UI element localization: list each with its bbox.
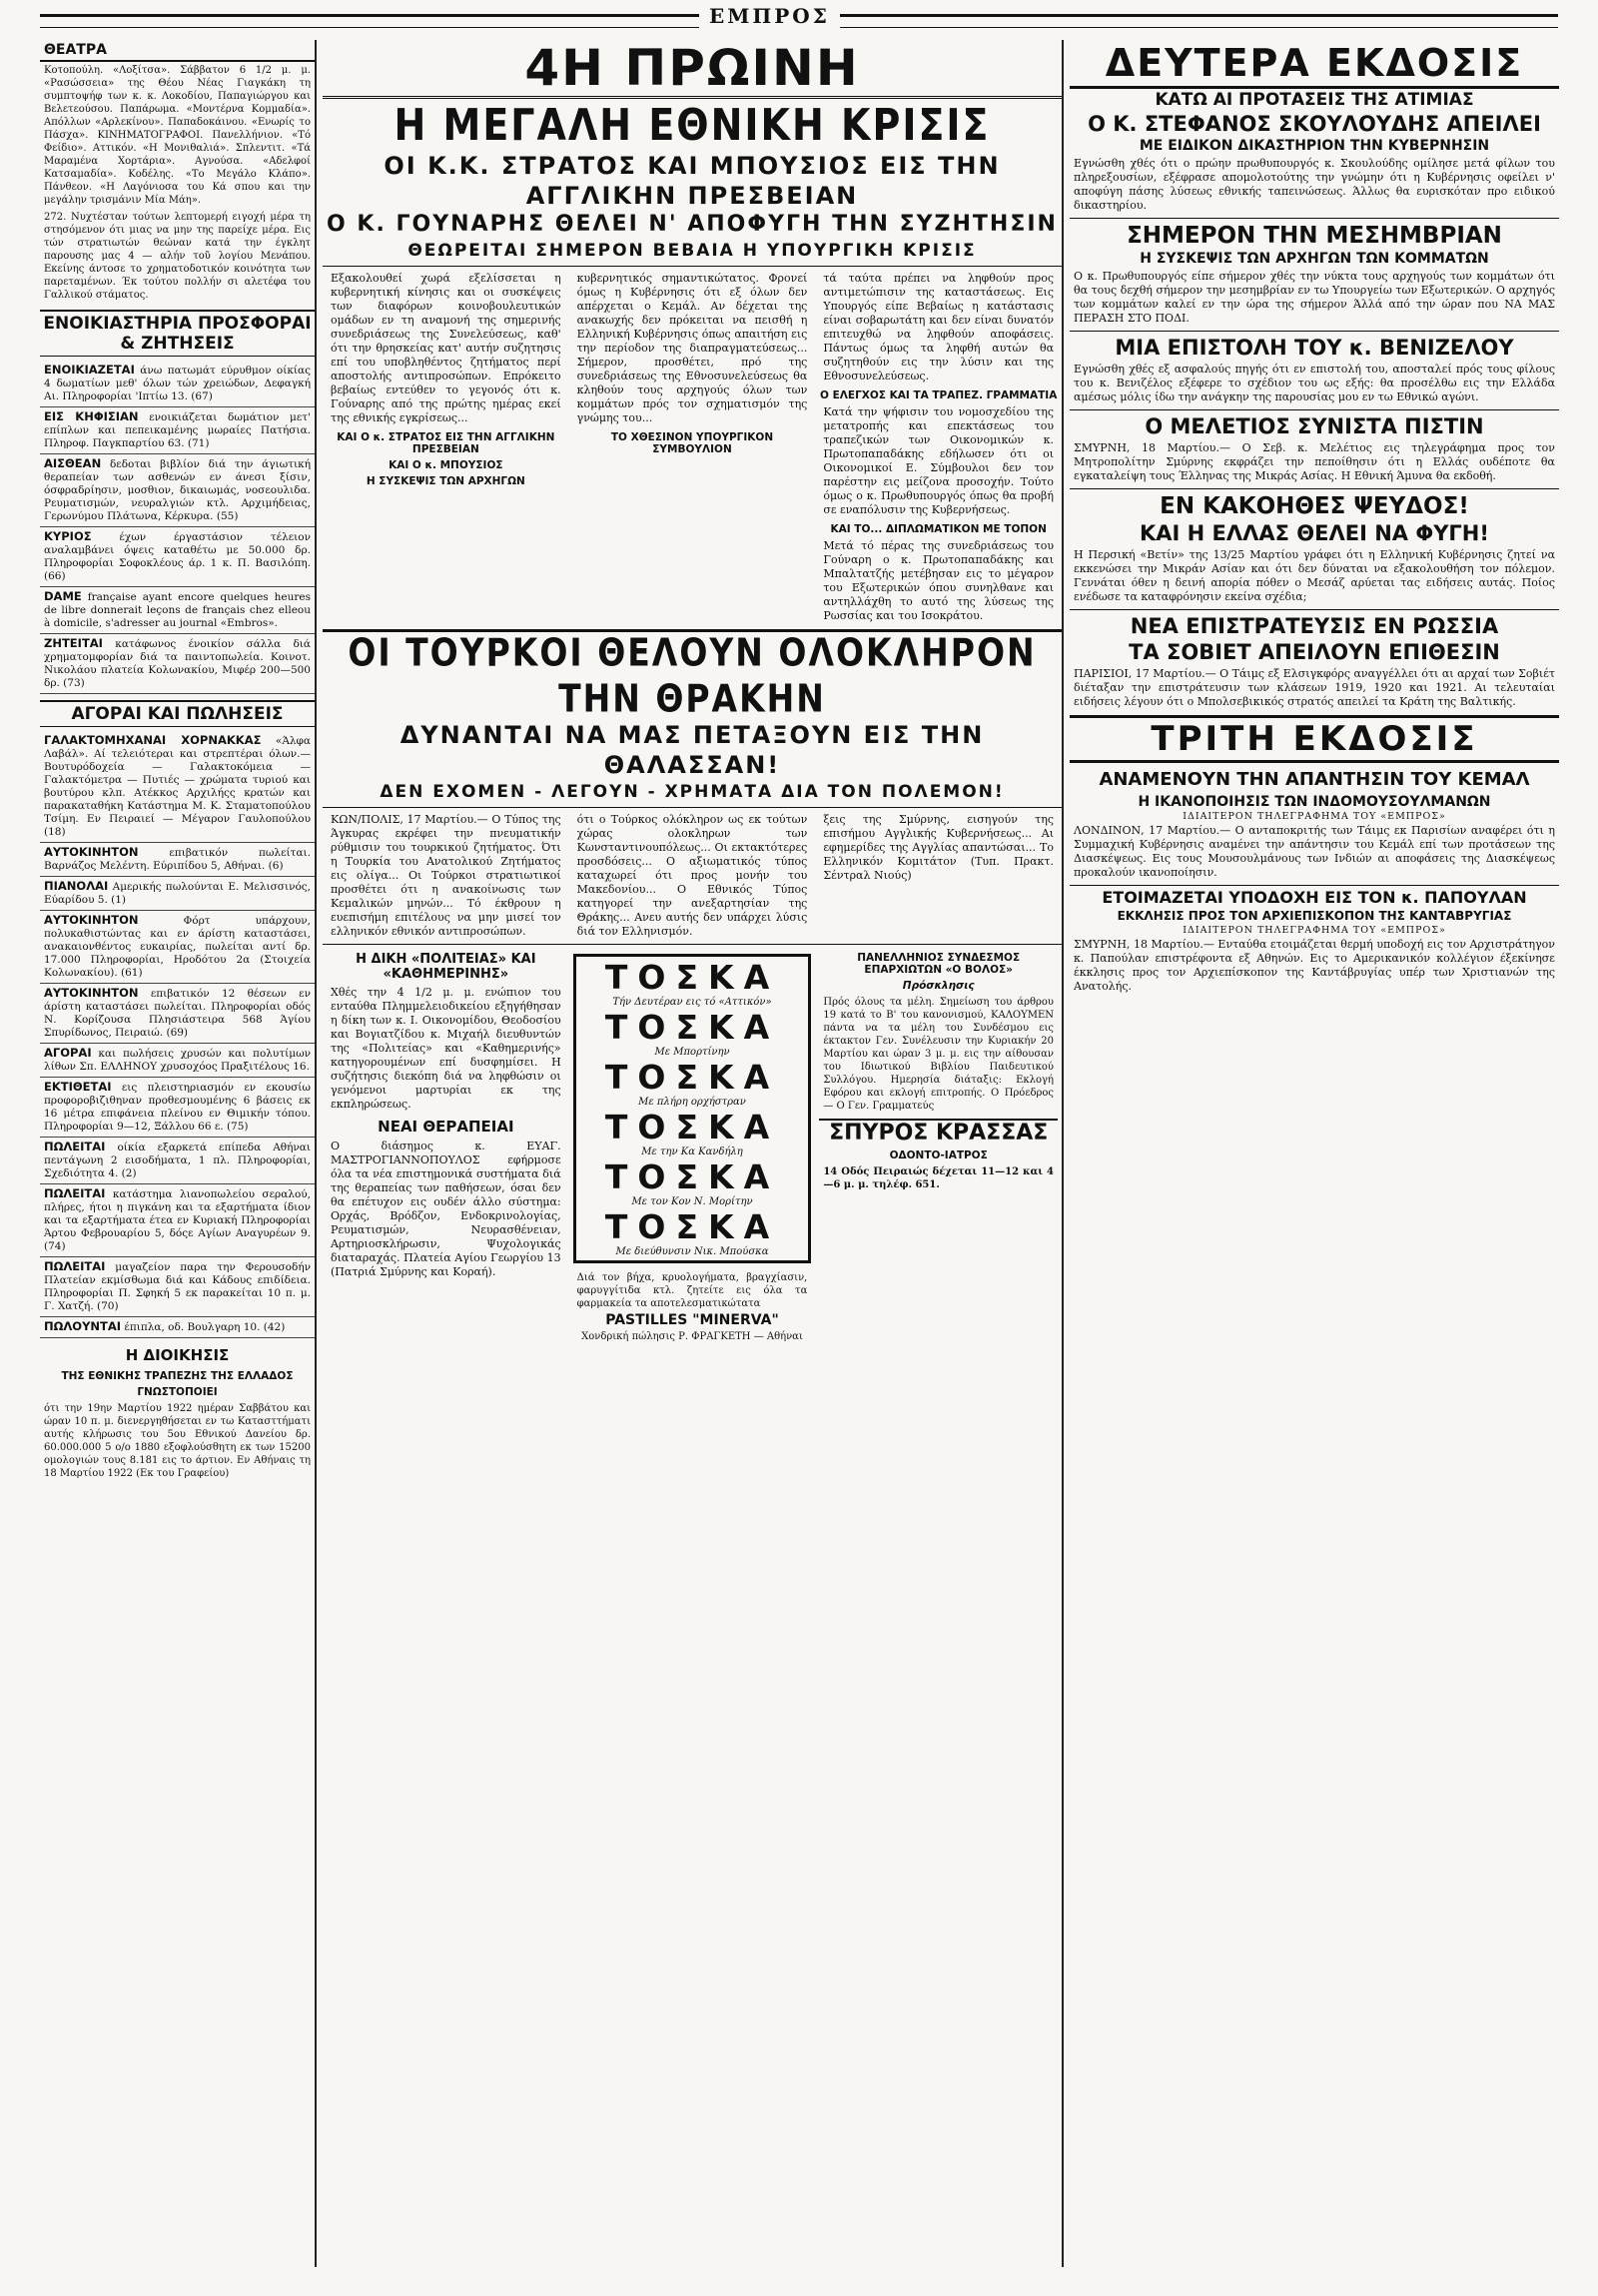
headline-thrace: ΟΙ ΤΟΥΡΚΟΙ ΘΕΛΟΥΝ ΟΛΟΚΛΗΡΟΝ ΤΗΝ ΘΡΑΚΗΝ (348, 630, 1037, 721)
rule (1070, 218, 1559, 219)
classified-ad (40, 1184, 315, 1257)
ad-text: επιβατικόν πωλείται. Βαρνάζος Μελέντη. Εύριπίδου 5, Αθήναι. (6) (44, 847, 311, 872)
thrace-col-2: ότι ο Τούρκος ολόκληρον ως εκ τούτων χώρας ολοκληρων των Κωνσταντινουπόλεως... Οι εκτακτότερες προσδόσεις... Ο αξιωματικός τύπος καταχωρεί ότι προς μονήν του Μακεδονίου... Ο Εθνικός Τύπος κατηγορεί την ανεξαρτησίαν της Θράκης... Ανευ αυτής δεν υπάρχει λύσις διά τον Ελληνισμόν. (576, 813, 808, 938)
rule (323, 266, 1062, 267)
tosca-line: Τήν Δευτέραν εις τό «Αττικόν» (612, 997, 772, 1008)
ad-lead: ΕΚΤΙΘΕΤΑΙ (44, 1080, 112, 1094)
volos-sub: Πρόσκλησις (902, 980, 975, 992)
ad-text: οίκία εξαρκετά επίπεδα Αθήναι πεντάγωνη 2 εισοδήματα, 1 πλ. Πληροφορίαι, Σχεδιότητα 4. (2) (44, 1142, 311, 1179)
tosca-line: Με την Κα Κανδήλη (641, 1147, 743, 1157)
ad-lead: ΕΙΣ ΚΗΦΙΣΙΑΝ (44, 409, 139, 423)
classified-ad (40, 984, 315, 1044)
ad-lead: ΚΥΡΙΟΣ (44, 529, 92, 543)
headline-court: ΜΕ ΕΙΔΙΚΟΝ ΔΙΚΑΣΤΗΡΙΟΝ ΤΗΝ ΚΥΒΕΡΝΗΣΙΝ (1139, 138, 1490, 154)
pastilles-title: PASTILLES "MINERVA" (605, 1312, 779, 1328)
ad-lead: ΠΩΛΟΥΝΤΑΙ (44, 1319, 122, 1333)
classified-ad (40, 361, 315, 407)
tosca-title: ΤΟΣΚΑ (604, 1207, 780, 1246)
tosca-line: Με πλήρη ορχήστραν (638, 1097, 746, 1108)
control-text: Κατά την ψήφισιν του νομοσχεδίου της μετατροπής και επεκτάσεως του τραπεζικών των Οικονομικών κ. Πρωτοπαπαδάκης εδήλωσεν ότι οι Οικονομικοί Ε. Σύμβουλοι δεν τον παρέστην εις μείζονα προσοχήν. Τούτο όμως ο κ. Πρωθυπουργός όπως θα προβή σε εναπόλυσιν της Κυβερνήσεως. (823, 405, 1055, 516)
ad-lead: ΠΙΑΝΟΛΑΙ (44, 879, 109, 893)
headline-ministerial: ΘΕΩΡΕΙΤΑΙ ΣΗΜΕΡΟΝ ΒΕΒΑΙΑ Η ΥΠΟΥΡΓΙΚΗ ΚΡΙΣΙΣ (407, 241, 977, 261)
tosca-title: ΤΟΣΚΑ (604, 1108, 780, 1147)
middle-column (323, 40, 1064, 2267)
pharmacy-text: Διά τον βήχα, κρυολογήματα, βραγχίασιν, φαρυγγίτιδα κτλ. ζητείτε εις όλα τα φαρμακεία τα αποτελεσματικώτατα (576, 1272, 808, 1309)
crisis-col-3: τά ταύτα πρέπει να ληφθούν προς αντιμετώπισιν της καταστάσεως. Εις Υπουργός είπε Βεβαίως η κατάστασις είναι σοβαρωτάτη και δεν είναι δυνατόν επιτευχθώ να ληφθούν αποφάσεις. Πάντως όμως τα ληφθή αυτών θα συζητηθούν εις την λύσιν και της Εθνοσυνελεύσεως. (823, 272, 1055, 383)
bank-notice: ότι την 19ην Μαρτίου 1922 ημέραν Σαββάτου και ώραν 10 π. μ. διενεργηθήσεται εν τω Κατασττήματι αυτής κλήρωσις του 5ου Εθνικού Δανείου δρ. 60.000.000 5 o/o 1880 εξοφλούσθητη εκ των 15200 ομολογιών τους 8.181 εις το άρτιον. Εν Αθήναις τη 18 Μαρτίου 1922 (Εκ του Γραφείου) (44, 1403, 311, 1479)
krassas-sub: ΟΔΟΝΤΟ-ΙΑΤΡΟΣ (889, 1149, 988, 1161)
tosca-title: ΤΟΣΚΑ (604, 958, 780, 997)
ad-lead: ΕΝΟΙΚΙΑΖΕΤΑΙ (44, 363, 135, 377)
leaders-text: Ο κ. Πρωθυπουργός είπε σήμερον χθές την νύκτα τους αρχηγούς των κομμάτων ότι θα τους δεχθή σήμερον την μεσημβρίαν εν τω Υπουργείω των Εξωτερικών. Ο αρχηγός των κομμάτων καλεί εν την ώρα της σήμερον Άλλά από την ώραν που ΝΑ ΜΑΣ ΠΕΡΑΣΗ ΣΤΟ ΠΟΔΙ. (1074, 270, 1555, 325)
ad-lead: ΠΩΛΕΙΤΑΙ (44, 1259, 106, 1273)
ad-text: εις πλειστηριασμόν εν εκουσίω προφοροβιζιθηναν προθεσμουμένης 6 βάσεις εκ 16 μέτρα επιφάνεια πλείνου εν Θιμικήν τόπου. Πληροφορίαι 9—12, Ξάλλου 66 ε. (75) (44, 1082, 311, 1133)
russia-text: ΠΑΡΙΣΙΟΙ, 17 Μαρτίου.— Ο Τάιμς εξ Ελσιγκφόρς αναγγέλλει ότι αι αρχαί των Σοβιέτ διέταξαν την επιστράτευσιν των κλάσεων 1919, 1920 και 1921. Αι τελευταίαι ειδήσεις λέγουν ότι ο Μπολσεβικικός στρατός απειλεί τα Κράτη της Βαλτικής. (1074, 667, 1555, 708)
ad-text: Φόρτ υπάρχουν, πολυκαθιστώντας και εν άρίστη καταστάσει, ανακαιονθέντος ευκαιρίας, πωλείται αντί δρ. 17.000 Πληροφορίαι, Ηροδότου 2α (Στοιχεία Κολωνακίου). (61) (44, 915, 311, 979)
sub-council: ΤΟ ΧΘΕΣΙΝΟΝ ΥΠΟΥΡΓΙΚΟΝ ΣΥΜΒΟΥΛΙΟΝ (610, 431, 774, 455)
classified-ad (40, 587, 315, 634)
tosca-line: Με διεύθυνσιν Νικ. Μπούσκα (615, 1246, 769, 1257)
crisis-col-2: κυβερνητικός σημαντικώτατος. Φρονεί όμως η Κυβέρνησις ότι εξ όλων δεν απέρχεται ο Κεμάλ. Αν δέχεται της ανακωχής δεν πρόκειται να πεισθή η Ελληνική Κυβέρνησις όπως απαιτήση εις την περίοδον της διαπραγματεύσεως... Σήμερον, προσθέτει, πρό της συνεδριάσεως της Εθνοσυνελεύσεως θα κληθούν τους αρχηγούς όλων των κομμάτων πρός τον σχηματισμόν της γνώμης του... (576, 272, 808, 424)
second-edition-title: ΔΕΥΤΕΡΑ ΕΚΔΟΣΙΣ (1070, 40, 1559, 89)
ad-text: κατάστημα λιανοπωλείου σεραλού, πλήρες, ήτοι η πιγκάνη και τα εξαρτήματα ίδιον και τα εξαρτήματα έτεα εν Κυριακή Πληροφορίαι Άρτου Φεβρουαρίου 5, δόςε Αγίων Αναγυρέων 9. (74) (44, 1188, 311, 1252)
classified-ads (40, 361, 315, 694)
ad-text: και πωλήσεις χρυσών και πολυτίμων λίθων Σπ. ΕΛΛΗΝΟΥ χρυσοχόος Πραξιτέλους 16. (44, 1048, 312, 1073)
sub-therapies: ΝΕΑΙ ΘΕΡΑΠΕΙΑΙ (378, 1118, 514, 1136)
ad-lead: ΑΓΟΡΑΙ (44, 1046, 92, 1060)
ad-text: επιβατικόν 12 θέσεων εν άρίστη καταστάσει πωλείται. Πληροφορίαι οδός Ν. Κορίζουσα Πλησιάστειρα 568 Άγίου Σπυρίδωνος, Πειραιώ. (69) (44, 988, 312, 1039)
rule (323, 807, 1062, 808)
classified-ad (40, 843, 315, 877)
classified-ad (40, 877, 315, 911)
classified-ad (40, 634, 315, 694)
classified-ad (40, 1044, 315, 1078)
diplomatic-text: Μετά τό πέρας της συνεδριάσεως του Γούναρη ο κ. Πρωτοπαπαδάκης και Μπαλτατζής μετέβησαν εις το μέγαρον του Εξωτερικών όπου συνηλθανε και αντηλλάχθη το αυτό της λύσεως της Ρωσσίας και του Ισοκράτου. (823, 539, 1055, 622)
rule (1070, 409, 1559, 410)
left-column (40, 40, 317, 2267)
ad-lead: ΑΙΣΘΕΑΝ (44, 456, 102, 470)
tosca-line: Με Μπορτίνην (654, 1047, 730, 1058)
dispatch-label: ΙΔΙΑΙΤΕΡΟΝ ΤΗΛΕΓΡΑΦΗΜΑ ΤΟΥ «ΕΜΠΡΟΣ» (1183, 811, 1446, 822)
classified-ad (40, 731, 315, 843)
right-column (1070, 40, 1559, 2267)
volos-text: Πρός όλους τα μέλη. Σημείωση του άρθρου 19 κατά το Β' του κανονισμού, ΚΑΛΟΥΜΕΝ πάντα να τα μέλη του Συνδέσμου εις έκτακτον Γεν. Συνέλευσιν την Κυριακήν 20 Μαρτίου και ώραν 3 μ. μ. εις την αίθουσαν του Ιδιωτικού Βιβλίου Παιδευτικού Συλλόγου. Ημερησία διάταξις: Εκλογή Εφόρου και εκλογή επιτροπής. Ο Πρόεδρος — Ο Γεν. Γραμματεύς (823, 997, 1055, 1112)
classified-ad (40, 1317, 315, 1338)
headline-lie: ΕΝ ΚΑΚΟΗΘΕΣ ΨΕΥΔΟΣ! (1160, 493, 1469, 519)
rule (1070, 609, 1559, 610)
edition-title: 4Η ΠΡΩΙΝΗ (323, 40, 1062, 99)
trial-text: Χθές την 4 1/2 μ. μ. ενώπιον του ενταύθα Πλημμελειοδικείου εξηγήθησαν η δίκη των κ. Ι. Οικονομίδου, Θεοδοσίου και Βογιατζίδου κ. Μιχαήλ διευθυντών της «Πολιτείας» και «Καθημερινής» κατηγορουμένων επί δυσφημίσει. Η συζήτησις διεκόπη διά να ληφθώσιν οι γενόμενοι μαρτυρίαι εκ της εκπληρώσεως. (331, 986, 561, 1111)
classified-ad (40, 1257, 315, 1317)
headline-canterbury: ΕΚΚΛΗΣΙΣ ΠΡΟΣ ΤΟΝ ΑΡΧΙΕΠΙΣΚΟΠΟΝ ΤΗΣ ΚΑΝΤΑΒΡΥΓΙΑΣ (1117, 909, 1512, 923)
headline-kemal: ΑΝΑΜΕΝΟΥΝ ΤΗΝ ΑΠΑΝΤΗΣΙΝ ΤΟΥ ΚΕΜΑΛ (1099, 769, 1530, 790)
ad-text: έπιπλα, οδ. Βουλγαρη 10. (42) (124, 1321, 286, 1333)
headline-russia: ΝΕΑ ΕΠΙΣΤΡΑΤΕΥΣΙΣ ΕΝ ΡΩΣΣΙΑ (1130, 614, 1499, 638)
third-edition-title: ΤΡΙΤΗ ΕΚΔΟΣΙΣ (1070, 715, 1559, 763)
volos-title: ΠΑΝΕΛΛΗΝΙΟΣ ΣΥΝΔΕΣΜΟΣ ΕΠΑΡΧΙΩΤΩΝ «Ο ΒΟΛΟΣ» (857, 952, 1021, 976)
ad-text: δεδοται βιβλίον διά την άγιωτική θεραπείαν των ασθενών εν άνεσι ξίσιν, όσφραδρίησιν, μοσθιον, δικαιωμάς, νοσεουλιδα. Ρευματισμών, νευραλγιών κτλ. Αρχιμήδειας, Γερωνύμου Πλάτωνα, Κέρκυρα. (55) (44, 458, 311, 522)
headline-sea: ΔΥΝΑΝΤΑΙ ΝΑ ΜΑΣ ΠΕΤΑΞΟΥΝ ΕΙΣ ΤΗΝ ΘΑΛΑΣΣΑΝ! (400, 721, 985, 779)
bank-announce: ΓΝΩΣΤΟΠΟΙΕΙ (137, 1386, 218, 1398)
headline-embassy: ΟΙ Κ.Κ. ΣΤΡΑΤΟΣ ΚΑΙ ΜΠΟΥΣΙΟΣ ΕΙΣ ΤΗΝ ΑΓΓΛΙΚΗΝ ΠΡΕΣΒΕΙΑΝ (384, 152, 1001, 210)
ad-lead: ΖΗΤΕΙΤΑΙ (44, 636, 103, 650)
masthead-title: ΕΜΠΡΟΣ (699, 4, 840, 28)
classified-ad (40, 1078, 315, 1138)
ad-text: ενοικιάζεται δωμάτιον μετ' επίπλων και πεπεικαμένης μωραίες Πατήσια. Πληροφ. Παγκπαρτίου 63. (71) (44, 411, 312, 449)
thrace-col-3: ξεις της Σμύρνης, εισηγούν της επισήμου Αγγλικής Κυβερνήσεως... Αι εφημερίδες της Αγγλίας απαντώσαι... Το Ελληνικόν Κομιτάτον (Τυπ. Πρακτ. Σέντραλ Νιούς) (823, 813, 1055, 882)
agoria-title: ΑΓΟΡΑΙ ΚΑΙ ΠΩΛΗΣΕΙΣ (40, 700, 315, 727)
classified-ad (40, 527, 315, 587)
ad-text: Αμερικής πωλούνται Ε. Μελισσινός, Εύαρίδου 5. (1) (44, 881, 311, 906)
ad-lead: DAME (44, 589, 82, 603)
ad-text: άνω πατωμάτ εύρυθμον οίκίας 4 δωματίων μεθ' όλων τών χρειώδων, Δεφαγκή Αι. Πληροφορίαι 'Ιπτίω 13. (67) (44, 365, 312, 402)
bottom-columns (323, 948, 1062, 1345)
classified-ad (40, 911, 315, 984)
meletios-text: ΣΜΥΡΝΗ, 18 Μαρτίου.— Ο Σεβ. κ. Μελέτιος εις τηλεγράφημα προς τον Μητροπολίτην Σμύρνης εκφράζει την πεποίθησιν ότι η Ελλάς ουδέποτε θα εγκαταλείψη τους Έλληνας της Μικράς Ασίας. Η Εθνική Άμυνα θα εκδοθή. (1074, 441, 1555, 482)
ad-lead: ΓΑΛΑΚΤΟΜΗΧΑΝΑΙ ΧΟΡΝΑΚΚΑΣ (44, 733, 262, 747)
krassas-addr: 14 Οδός Πειραιώς δέχεται 11—12 και 4—6 μ. μ. τηλέφ. 651. (823, 1166, 1055, 1190)
ad-lead: ΠΩΛΕΙΤΑΙ (44, 1140, 106, 1153)
theatre-notice: 272. Νυχτέσταν τούτων λεπτομερή ειγοχή μέρα τη στησόμενον ότι μιας να μην της παρείχε μέρα. Εις τών στρατιωτών θεώναν κατά την έγκλητ παρουσης μας 4 — αλήν τοῦ λογίου Μενάπου. Εκείνης άντοσε το χρηματοδοτικόν κοινότητα των παρεταμένων. Έκ τούτου πολλήν σι αλετέφα του Γαλλικού στάματος. (44, 212, 311, 301)
rule (1070, 331, 1559, 332)
sub-stratos: ΚΑΙ Ο κ. ΣΤΡΑΤΟΣ ΕΙΣ ΤΗΝ ΑΓΓΛΙΚΗΝ ΠΡΕΣΒΕΙΑΝ (337, 431, 555, 455)
crisis-columns (323, 270, 1062, 625)
sub-leaders: Η ΣΥΣΚΕΨΙΣ ΤΩΝ ΑΡΧΗΓΩΝ (366, 475, 525, 487)
ad-lead: ΑΥΤΟΚΙΝΗΤΟΝ (44, 986, 139, 1000)
ad-text: française ayant encore quelques heures de libre donnerait leçons de français chez elleou à domicile, s'adresser au journal «Embros». (44, 591, 311, 629)
tosca-title: ΤΟΣΚΑ (604, 1157, 780, 1196)
tosca-ad (573, 954, 812, 1263)
headline-meletios: Ο ΜΕΛΕΤΙΟΣ ΣΥΝΙΣΤΑ ΠΙΣΤΙΝ (1145, 414, 1484, 438)
headline-indomuslims: Η ΙΚΑΝΟΠΟΙΗΣΙΣ ΤΩΝ ΙΝΔΟΜΟΥΣΟΥΛΜΑΝΩΝ (1138, 794, 1491, 810)
headline-gounaris: Ο Κ. ΓΟΥΝΑΡΗΣ ΘΕΛΕΙ Ν' ΑΠΟΦΥΓΗ ΤΗΝ ΣΥΖΗΤΗΣΙΝ (327, 212, 1058, 237)
headline-greece-leave: ΚΑΙ Η ΕΛΛΑΣ ΘΕΛΕΙ ΝΑ ΦΥΓΗ! (1140, 521, 1489, 545)
lie-text: Η Περσική «Βετίν» της 13/25 Μαρτίου γράφει ότι η Ελληνική Κυβέρνησις ζητεί να εκκενώσει την Μικράν Ασίαν και ότι δεν δύναται να εξακολουθήση τον πόλεμον. Γεννάται όθεν η δεινή απορία πόθεν ο Μεσάζ αρύεται τας ειδήσεις αυτάς. Ποίος ενέδωσε τα καταφρόνησιν εκείνα σχέδια; (1074, 548, 1555, 603)
classified-ad (40, 407, 315, 454)
headline-dishonor: ΚΑΤΩ ΑΙ ΠΡΟΤΑΣΕΙΣ ΤΗΣ ΑΤΙΜΙΑΣ (1155, 90, 1474, 110)
bank-title: Η ΔΙΟΙΚΗΣΙΣ (125, 1346, 230, 1364)
ad-text: μαγαζείον παρα την Φερουσοδήν Πλατείαν εκμίσθωμα διά και Κάδους επιδίδεια. Πληροφορίαι Π. Σφηκή 5 εκ παρακείται 10 π. μ. Γ. Χατζή. (70) (44, 1261, 311, 1312)
rule (1070, 885, 1559, 886)
krassas-title: ΣΠΥΡΟΣ ΚΡΑΣΣΑΣ (819, 1119, 1058, 1146)
headline-skouloudis: Ο Κ. ΣΤΕΦΑΝΟΣ ΣΚΟΥΛΟΥΔΗΣ ΑΠΕΙΛΕΙ (1088, 112, 1541, 136)
sub-trial: Η ΔΙΚΗ «ΠΟΛΙΤΕΙΑΣ» ΚΑΙ «ΚΑΘΗΜΕΡΙΝΗΣ» (356, 952, 536, 982)
papoulas-text: ΣΜΥΡΝΗ, 18 Μαρτίου.— Ενταύθα ετοιμάζεται θερμή υποδοχή εις τον Αρχιστράτηγον κ. Παπούλαν επιστρέφοντα εξ Αθηνών. Εις το Αμερικανικόν κολλέγιον έξεκίνησε έκκλησις προς τον Αρχιεπίσκοπον της Καντάβρυγίας υπέρ των Χριστιανών της Ανατολής. (1074, 938, 1555, 993)
tosca-title: ΤΟΣΚΑ (604, 1058, 780, 1097)
venizelos-text: Εγνώσθη χθές εξ ασφαλούς πηγής ότι εν επιστολή του, αποσταλεί πρός τους φίλους του κ. Βενιζέλος εξέφερε το σχέδιον του ως εξής: θα προσέλθω εις την Ελλάδα αμέσως μόλις ίδω την ανάγκην της παρουσίας μου εν τω Εθνικώ αγώνι. (1074, 363, 1555, 403)
theatre-title: ΘΕΑΤΡΑ (40, 40, 315, 62)
ad-lead: ΑΥΤΟΚΙΝΗΤΟΝ (44, 913, 139, 927)
bank-name: ΤΗΣ ΕΘΝΙΚΗΣ ΤΡΑΠΕΖΗΣ ΤΗΣ ΕΛΛΑΔΟΣ (61, 1370, 294, 1382)
thrace-col-1: ΚΩΝ/ΠΟΛΙΣ, 17 Μαρτίου.— Ο Τύπος της Άγκυρας εκρέφει την πνευματικήν ρύθμισιν του τουρκικού ζητήματος. Ότι η Τουρκία του Ανατολικού Ζητήματος εις ολίγα... Οι Τούρκοι στρατιωτικοί προσθέτει ότι η ανακοίνωσις των Κεμαλικών μηνών... Τό έκθρουν η ευεπισήμη επιτέλους να μην μισεί τον ελληνικόν εθνικόν αντιπροσώπων. (331, 813, 561, 938)
crisis-col-1: Εξακολουθεί χωρά εξελίσσεται η κυβερνητική κίνησις και οι συσκέψεις των διαφόρων κοινοβουλευτικών ομάδων εν τη αναμονή της σημερινής συνεδριάσεως της Συνελεύσεως, καθ' ότι την θρησκείας κατ' αυτήν συζητησις επί του υποβληθέντος ζητήματος περί αποστολής αντιπροσώπων. Επρόκειτο βεβαίως εντεύθεν το γεγονός ότι κ. Γούναρης από της πρώτης ημέρας εκεί της εθνικής εγκρίσεως... (331, 272, 561, 424)
ad-lead: ΠΩΛΕΙΤΑΙ (44, 1186, 106, 1200)
theatre-listings: Κοτοπούλη. «Λοξίτσα». Σάββατον 6 1/2 μ. μ. «Ρασώσσεια» της Θέου Νέας Γιαγκάκη τη συμπτοψήφ των κ. κ. Λοκοδίου, Παπαγιώργου και Βελετεούσου. Παπάρωμα. «Μοντέρνα Κομμαδία». Απόλλων «Αρλεκίνου». Παπαδοκάινου. «Ενωρίς το Πάσχα». ΚΙΝΗΜΑΤΟΓΡΑΦΟΙ. Πανελλήνιον. «Τό Φείδιο». Αττικόν. «Η Μονιθαλιά». Σπλεντιτ. «Τά Μαραμένα Χορτάρια». Αγνούσα. «Αδελφοί Κατσαμαδία». Κοδέλης. «Το Μεγάλο Κλάπο». Πάνθεον. «Η Λαγόνιοσα του Κά σπου και την μεγάλην τρισμάνιν Μία Μάη». (44, 65, 311, 206)
kemal-text: ΛΟΝΔΙΝΟΝ, 17 Μαρτίου.— Ο ανταποκριτής των Τάιμς εκ Παρισίων αναφέρει ότι η Συμμαχική Κυβέρνησις αναμένει την απάντησιν του Κεμάλ επί των προτάσεων της Διασκέψεως. Εις τους Μουσουλμάνους των Ινδιών αι αποφάσεις της Διασκέψεως προκαλούν ικανοποίησιν. (1074, 824, 1555, 879)
thrace-columns (323, 811, 1062, 941)
tosca-line: Με τον Κον Ν. Μορίτην (631, 1196, 753, 1207)
tosca-title: ΤΟΣΚΑ (604, 1008, 780, 1047)
classified-ad (40, 1138, 315, 1184)
therapies-text: Ο διάσημος κ. ΕΥΑΓ. ΜΑΣΤΡΟΓΙΑΝΝΟΠΟΥΛΟΣ εφήρμοσε όλα τα νέα επιστημονικά συστήματα διά της θεραπείας των παθήσεων, όσαι δεν θα επέτυχον εις ουδέν άλλο σύστημα: Ορχάς, Βρόδζον, Ενδοκρινολογίας, Ρευματισμών, Νευρασθένειαν, Αρτηριοσκλήρωσιν, Ψυχολογικάς διαταραχάς. Πλατεία Αγίου Γεωργίου 13 (Πατριά Σμύρνης και Κοραή). (331, 1140, 561, 1278)
rule (323, 944, 1062, 945)
headline-noon: ΣΗΜΕΡΟΝ ΤΗΝ ΜΕΣΗΜΒΡΙΑΝ (1127, 223, 1502, 249)
headline-leaders: Η ΣΥΣΚΕΨΙΣ ΤΩΝ ΑΡΧΗΓΩΝ ΤΩΝ ΚΟΜΜΑΤΩΝ (1140, 251, 1489, 267)
ad-text: «Άλφα Λαβάλ». Αί τελειότεραι και στρεπτέραι όλων.— Βουτυρόδοχεία — Γαλακτοκόμεια — Γαλακτόμετρα — Πυτιές — χρώματα τυριού και βουτύρου κλπ. Ατέκκος Αρχιλήςς κρατών και παρακαταθήκη Κατάστημα Μ. Κ. Σταματοπούλου Τσίμη. Εν Πειραιεί — Μέγαρον Γαυλοπούλου (18) (44, 735, 311, 838)
sub-diplomatic: ΚΑΙ ΤΟ... ΔΙΠΛΩΜΑΤΙΚΟΝ ΜΕ ΤΟΠΟΝ (830, 523, 1047, 535)
rule (1070, 488, 1559, 489)
sub-bousios: ΚΑΙ Ο κ. ΜΠΟΥΣΙΟΣ (389, 459, 503, 471)
pharmacy-sub: Χονδρική πώλησις Ρ. ΦΡΑΓΚΕΤΗ — Αθήναι (581, 1331, 803, 1342)
ad-text: κατάφωνος ένοικίον σάλλα διά χρηματομφορίαν διά τα παιντοπωλεία. Κοινοτ. Νικολάου πλατεία Κολωνακίου, Μιφέρ 200—500 δρ. (73) (44, 638, 311, 689)
ad-text: έχων έργαστάσιον τέλειον αναλαμβάνει όψεις καταθέτω με 50.000 δρ. Πληροφορίαι Σοφοκλέους άρ. 1 κ. Π. Βασιλόπη. (66) (44, 531, 311, 582)
headline-papoulas: ΕΤΟΙΜΑΖΕΤΑΙ ΥΠΟΔΟΧΗ ΕΙΣ ΤΟΝ κ. ΠΑΠΟΥΛΑΝ (1102, 888, 1527, 907)
headline-venizelos: ΜΙΑ ΕΠΙΣΤΟΛΗ ΤΟΥ κ. ΒΕΝΙΖΕΛΟΥ (1115, 336, 1514, 360)
classified-title: ΕΝΟΙΚΙΑΣΤΗΡΙΑ ΠΡΟΣΦΟΡΑΙ & ΖΗΤΗΣΕΙΣ (40, 310, 315, 357)
headline-crisis: Η ΜΕΓΑΛΗ ΕΘΝΙΚΗ ΚΡΙΣΙΣ (394, 99, 991, 151)
headline-money: ΔΕΝ ΕΧΟΜΕΝ - ΛΕΓΟΥΝ - ΧΡΗΜΑΤΑ ΔΙΑ ΤΟΝ ΠΟΛΕΜΟΝ! (380, 782, 1005, 802)
skouloudis-text: Εγνώσθη χθές ότι ο πρώην πρωθυπουργός κ. Σκουλούδης ομίλησε μετά φίλων του πληρεξουσίων, εξέφρασε απομολοτούτης την γνώμην ότι η Κυβέρνησις οφείλει ν' αποφύγη πάσης λύσεως εθνικής ταπεινώσεως. Άλλως θα ευρισκόταν προ ειδικού δικαστηρίου. (1074, 157, 1555, 212)
sub-control: Ο ΕΛΕΓΧΟΣ ΚΑΙ ΤΑ ΤΡΑΠΕΖ. ΓΡΑΜΜΑΤΙΑ (820, 389, 1058, 401)
headline-soviet: ΤΑ ΣΟΒΙΕΤ ΑΠΕΙΛΟΥΝ ΕΠΙΘΕΣΙΝ (1129, 640, 1500, 664)
classified-ad (40, 454, 315, 527)
sales-ads (40, 731, 315, 1338)
dispatch-label: ΙΔΙΑΙΤΕΡΟΝ ΤΗΛΕΓΡΑΦΗΜΑ ΤΟΥ «ΕΜΠΡΟΣ» (1183, 925, 1446, 936)
ad-lead: ΑΥΤΟΚΙΝΗΤΟΝ (44, 845, 139, 859)
